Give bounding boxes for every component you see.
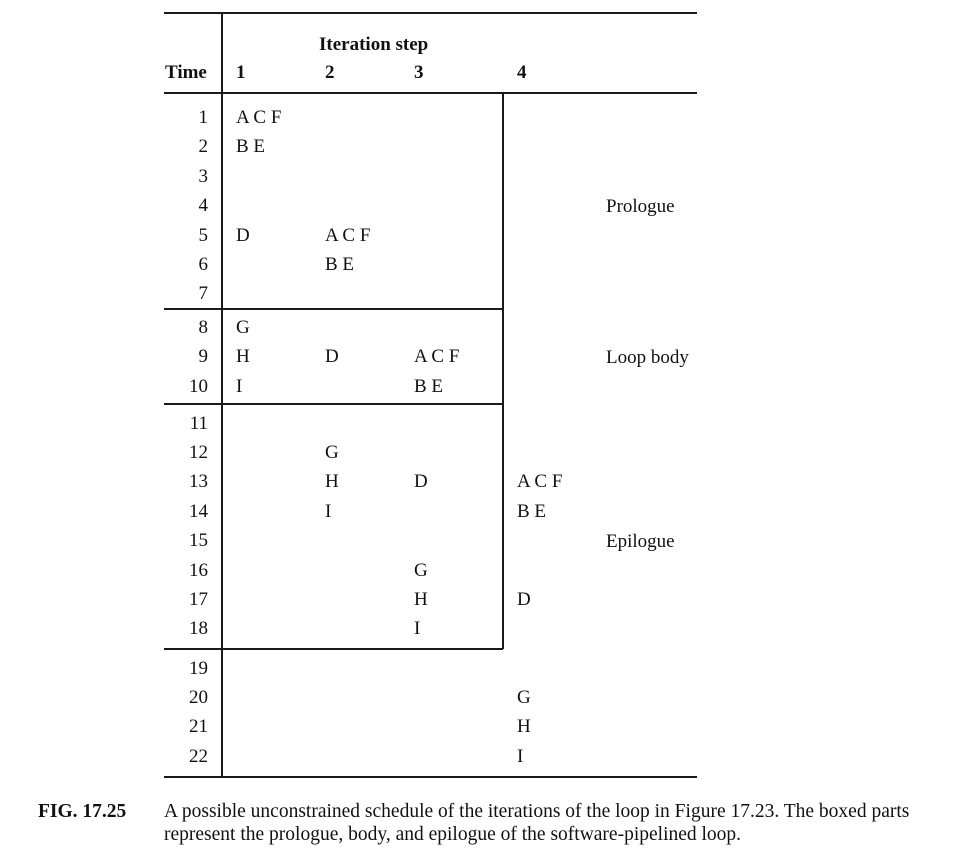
schedule-cell: B E — [517, 501, 547, 522]
time-cell: 12 — [189, 442, 208, 463]
column-header-4: 4 — [517, 62, 527, 83]
schedule-cell: A C F — [325, 225, 371, 246]
time-cell: 15 — [189, 530, 208, 551]
header-rule — [164, 92, 697, 94]
schedule-cell: H — [517, 716, 531, 737]
schedule-cell: G — [414, 560, 428, 581]
schedule-cell: A C F — [517, 471, 563, 492]
time-column-rule — [221, 12, 223, 777]
schedule-cell: G — [236, 317, 250, 338]
schedule-cell: G — [325, 442, 339, 463]
box-right-edge — [502, 92, 504, 649]
time-cell: 17 — [189, 589, 208, 610]
time-cell: 22 — [189, 746, 208, 767]
schedule-cell: D — [325, 346, 339, 367]
time-cell: 14 — [189, 501, 208, 522]
column-header-1: 1 — [236, 62, 246, 83]
time-cell: 2 — [198, 136, 208, 157]
caption-text: A possible unconstrained schedule of the iterations of the loop in Figure 17.23. The boxed parts represent the prologue, body, and epilogue of the software-pipelined loop. — [164, 801, 910, 845]
time-cell: 6 — [198, 254, 208, 275]
schedule-cell: B E — [236, 136, 266, 157]
time-cell: 18 — [189, 618, 208, 639]
epilogue-label: Epilogue — [606, 531, 675, 552]
time-cell: 1 — [198, 107, 208, 128]
time-cell: 16 — [189, 560, 208, 581]
loop-body-label: Loop body — [606, 347, 689, 368]
schedule-cell: D — [414, 471, 428, 492]
top-rule — [164, 12, 697, 14]
schedule-cell: A C F — [236, 107, 282, 128]
schedule-cell: H — [236, 346, 250, 367]
schedule-cell: H — [325, 471, 339, 492]
schedule-cell: B E — [414, 376, 444, 397]
time-header: Time — [165, 62, 207, 83]
body-epilogue-divider — [164, 403, 503, 405]
schedule-cell: G — [517, 687, 531, 708]
caption-label: FIG. 17.25 — [38, 801, 127, 822]
column-header-2: 2 — [325, 62, 335, 83]
time-cell: 7 — [198, 283, 208, 304]
time-cell: 19 — [189, 658, 208, 679]
schedule-cell: B E — [325, 254, 355, 275]
time-cell: 10 — [189, 376, 208, 397]
column-header-3: 3 — [414, 62, 424, 83]
time-cell: 5 — [198, 225, 208, 246]
schedule-cell: A C F — [414, 346, 460, 367]
time-cell: 8 — [198, 317, 208, 338]
time-cell: 11 — [189, 413, 208, 434]
schedule-cell: H — [414, 589, 428, 610]
prologue-label: Prologue — [606, 196, 675, 217]
schedule-cell: I — [325, 501, 332, 522]
time-cell: 9 — [198, 346, 208, 367]
time-cell: 21 — [189, 716, 208, 737]
bottom-rule — [164, 776, 697, 778]
time-cell: 13 — [189, 471, 208, 492]
time-cell: 4 — [198, 195, 208, 216]
epilogue-bottom-rule — [164, 648, 503, 650]
schedule-cell: D — [236, 225, 250, 246]
time-cell: 20 — [189, 687, 208, 708]
schedule-cell: I — [517, 746, 524, 767]
iteration-step-header: Iteration step — [319, 34, 429, 55]
prologue-body-divider — [164, 308, 503, 310]
time-cell: 3 — [198, 166, 208, 187]
schedule-cell: I — [236, 376, 243, 397]
schedule-cell: I — [414, 618, 421, 639]
schedule-cell: D — [517, 589, 531, 610]
